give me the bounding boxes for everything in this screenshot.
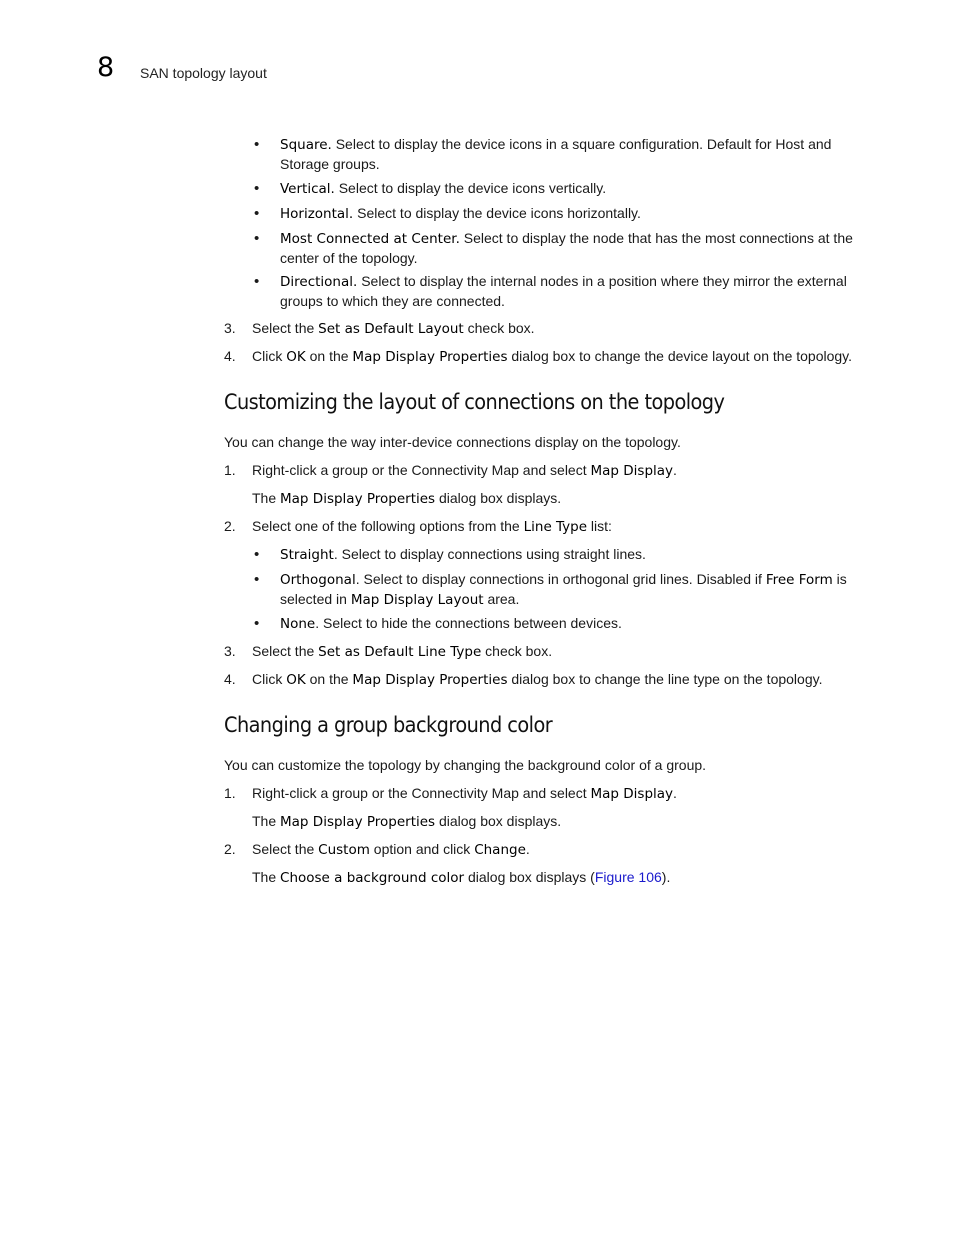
step-result: The Choose a background color dialog box displays (Figure 106).	[252, 869, 671, 886]
ui-term: Set as Default Line Type	[318, 644, 482, 660]
step-number: 2.	[224, 518, 236, 534]
bullet-icon: •	[254, 136, 260, 153]
ui-term: Map Display Properties	[352, 672, 508, 688]
ui-term: Set as Default Layout	[318, 321, 464, 337]
step-text: Right-click a group or the Connectivity Map and select Map Display.	[252, 462, 677, 479]
bullet-icon: •	[254, 230, 260, 247]
figure-link[interactable]: Figure 106	[594, 869, 662, 885]
bullet-icon: •	[254, 273, 260, 290]
step-number: 3.	[224, 320, 236, 336]
bullet-description: Select to display the device icons in a square configuration. Default for Host and Storage groups.	[280, 136, 832, 172]
bullet-term: Square.	[280, 137, 332, 153]
ui-term: Map Display Properties	[280, 491, 436, 507]
ui-term: OK	[286, 672, 306, 688]
ui-term: Change	[474, 842, 526, 858]
step-number: 1.	[224, 462, 236, 478]
step-number: 3.	[224, 643, 236, 659]
chapter-number: 8	[97, 52, 115, 83]
bullet-description: Select to display the device icons vertically.	[334, 180, 607, 196]
step-text: Select the Set as Default Layout check box.	[252, 320, 535, 337]
step-text: Select the Custom option and click Change.	[252, 841, 530, 858]
running-header: SAN topology layout	[140, 65, 267, 81]
ui-term: Custom	[318, 842, 370, 858]
step-result: The Map Display Properties dialog box displays.	[252, 490, 562, 507]
bullet-term: Orthogonal	[280, 572, 356, 588]
step-number: 4.	[224, 671, 236, 687]
step-number: 1.	[224, 785, 236, 801]
bullet-description: Select to display the node that has the most connections at the center of the topology.	[280, 230, 853, 266]
bullet-icon: •	[254, 205, 260, 222]
bullet-description: Select to display the device icons horizontally.	[353, 205, 641, 221]
bullet-description: Select to display the internal nodes in a position where they mirror the external groups to which they are connected.	[280, 273, 847, 309]
ui-term: Free Form	[765, 572, 833, 588]
bullet-term: Vertical.	[280, 181, 335, 197]
section-intro: You can customize the topology by changing the background color of a group.	[224, 757, 707, 773]
bullet-icon: •	[254, 546, 260, 563]
section-heading: Changing a group background color	[224, 713, 553, 737]
ui-term: Line Type	[523, 519, 588, 535]
step-text: Select the Set as Default Line Type check box.	[252, 643, 553, 660]
bullet-term: None	[280, 616, 316, 632]
step-text: Right-click a group or the Connectivity Map and select Map Display.	[252, 785, 677, 802]
ui-term: Map Display	[590, 463, 674, 479]
ui-term: Map Display Properties	[280, 814, 436, 830]
bullet-icon: •	[254, 180, 260, 197]
ui-term: OK	[286, 349, 306, 365]
step-text: Select one of the following options from the Line Type list:	[252, 518, 612, 535]
bullet-term: Straight	[280, 547, 334, 563]
bullet-term: Directional.	[280, 274, 358, 290]
step-result: The Map Display Properties dialog box displays.	[252, 813, 562, 830]
section-heading: Customizing the layout of connections on the topology	[224, 390, 725, 414]
bullet-icon: •	[254, 615, 260, 632]
step-text: Click OK on the Map Display Properties dialog box to change the line type on the topology.	[252, 671, 823, 688]
ui-term: Map Display Layout	[350, 592, 484, 608]
bullet-term: Horizontal.	[280, 206, 354, 222]
bullet-icon: •	[254, 571, 260, 588]
section-intro: You can change the way inter-device connections display on the topology.	[224, 434, 681, 450]
ui-term: Choose a background color	[280, 870, 465, 886]
step-number: 4.	[224, 348, 236, 364]
ui-term: Map Display	[590, 786, 674, 802]
step-text: Click OK on the Map Display Properties dialog box to change the device layout on the topology.	[252, 348, 853, 365]
ui-term: Map Display Properties	[352, 349, 508, 365]
bullet-term: Most Connected at Center.	[280, 231, 460, 247]
step-number: 2.	[224, 841, 236, 857]
